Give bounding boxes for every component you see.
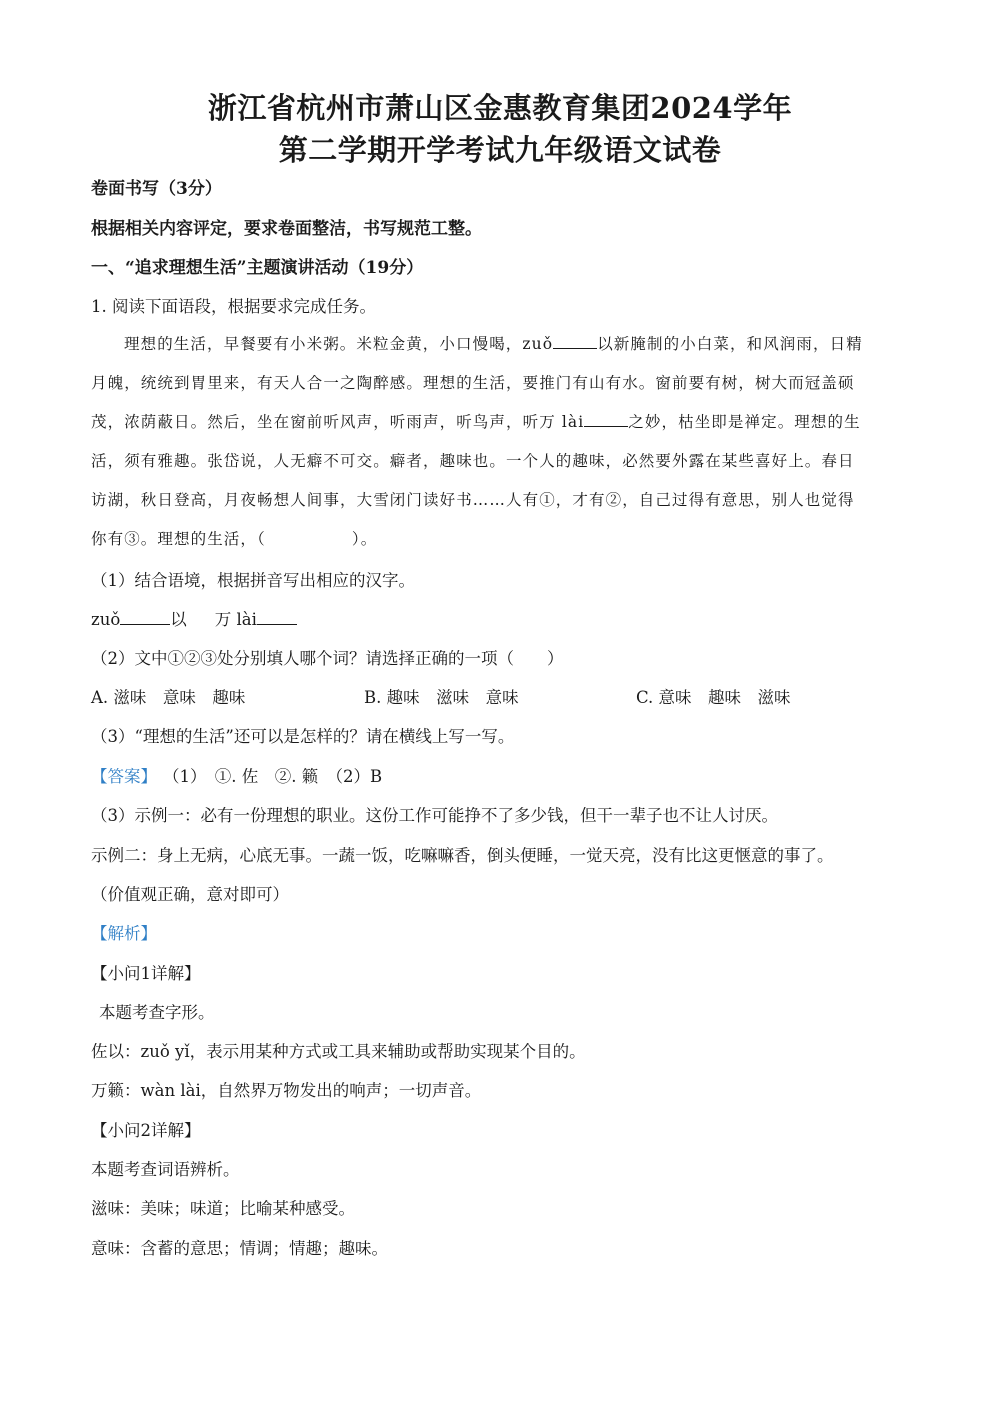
analysis-s2-heading: 【小问2详解】 [91, 1121, 201, 1140]
sub3-question: （3）“理想的生活”还可以是怎样的？请在横线上写一写。 [91, 727, 515, 746]
answer-line [91, 763, 382, 787]
passage-line-4: 活，须有雅趣。张岱说，人无癖不可交。癖者，趣味也。一个人的趣味，必然要外露在某些喜好上。春日 [91, 452, 855, 470]
exam-title-line2: 第二学期开学考试九年级语文试卷 [278, 133, 722, 167]
analysis-s2-item1: 滋味：美味；味道；比喻某种感受。 [91, 1199, 355, 1218]
exam-title-line1: 浙江省杭州市萧山区金惠教育集团2024学年 [207, 91, 793, 125]
analysis-s1-item2: 万籁：wàn lài，自然界万物发出的响声；一切声音。 [91, 1081, 482, 1100]
sub1-b-pinyin: 万 lài [214, 610, 257, 629]
passage-line-3a: 茂，浓荫蔽日。然后，坐在窗前听风声，听雨声，听鸟声，听万 lài [91, 413, 585, 431]
passage-line-1 [124, 332, 863, 354]
q1-intro: 1. 阅读下面语段，根据要求完成任务。 [91, 297, 376, 316]
passage-line-6b: ）。 [351, 530, 378, 548]
handwriting-heading: 卷面书写（3分） [91, 179, 222, 199]
sub1-question: （1）结合语境，根据拼音写出相应的汉字。 [91, 571, 415, 590]
sub1-a-blank [120, 610, 170, 625]
blank-lai [584, 412, 628, 427]
passage-line-2: 月魄，统统到胃里来，有天人合一之陶醉感。理想的生活，要推门有山有水。窗前要有树，树大而冠盖硕 [91, 374, 855, 392]
answer-sub3: （3）示例一：必有一份理想的职业。这份工作可能挣不了多少钱，但干一辈子也不让人讨厌。 [91, 806, 778, 825]
answer-label: 【答案】 [91, 767, 157, 786]
analysis-s2-focus: 本题考查词语辨析。 [91, 1160, 240, 1179]
sub1-b-blank [257, 610, 297, 625]
option-b: B. 趣味 滋味 意味 [364, 688, 519, 707]
analysis-s2-item2: 意味：含蓄的意思；情调；情趣；趣味。 [91, 1239, 388, 1258]
answer-note: （价值观正确，意对即可） [91, 885, 289, 904]
passage-line-6 [91, 527, 377, 549]
passage-line-1b: 以新腌制的小白菜，和风润雨，日精 [597, 335, 863, 353]
option-c: C. 意味 趣味 滋味 [636, 688, 791, 707]
blank-zuo [553, 334, 597, 349]
sub1-blanks [91, 606, 297, 630]
passage-line-5: 访湖，秋日登高，月夜畅想人间事，大雪闭门读好书……人有①，才有②，自己过得有意思，别人也觉得 [91, 491, 855, 509]
sub1-a-tail: 以 [170, 610, 187, 629]
option-a: A. 滋味 意味 趣味 [91, 688, 246, 707]
answer-example2: 示例二：身上无病，心底无事。一蔬一饭，吃嘛嘛香，倒头便睡，一觉天亮，没有比这更惬意的事了。 [91, 846, 834, 865]
handwriting-desc: 根据相关内容评定，要求卷面整洁，书写规范工整。 [91, 219, 482, 239]
section1-heading: 一、“追求理想生活”主题演讲活动（19分） [91, 258, 424, 278]
analysis-s1-item1: 佐以：zuǒ yǐ，表示用某种方式或工具来辅助或帮助实现某个目的。 [91, 1042, 586, 1061]
analysis-label: 【解析】 [91, 924, 157, 943]
analysis-s1-heading: 【小问1详解】 [91, 964, 201, 983]
sub2-question: （2）文中①②③处分别填人哪个词？请选择正确的一项（ ） [91, 649, 564, 668]
passage-line-1a: 理想的生活，早餐要有小米粥。米粒金黄，小口慢喝，zuǒ [124, 335, 554, 353]
answer-content: （1） ①. 佐 ②. 籁 （2）B [163, 767, 383, 786]
passage-line-6a: 你有③。理想的生活，（ [91, 530, 266, 548]
sub1-a-pinyin: zuǒ [91, 610, 121, 629]
passage-line-3 [91, 410, 861, 432]
passage-line-3b: 之妙，枯坐即是禅定。理想的生 [628, 413, 861, 431]
analysis-s1-focus: 本题考查字形。 [99, 1003, 215, 1022]
